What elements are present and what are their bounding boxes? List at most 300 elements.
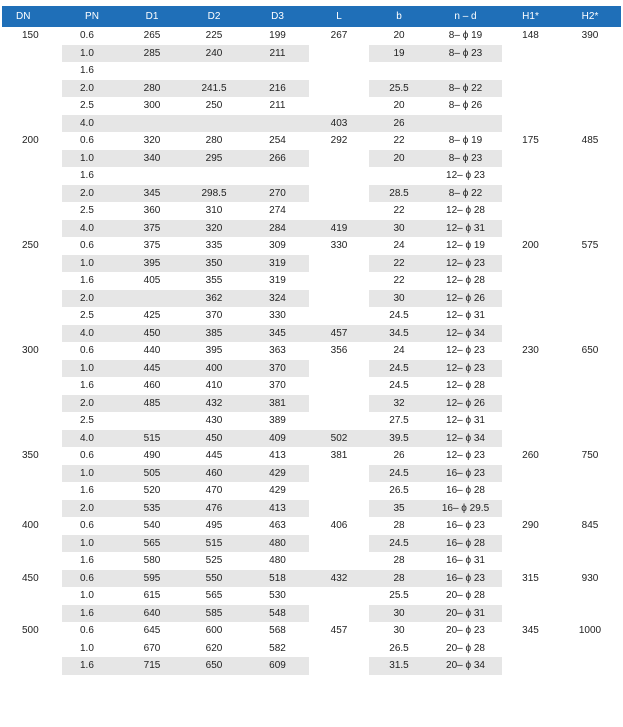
table-row xyxy=(2,272,621,290)
cell-n-d: 12– ϕ 31 xyxy=(446,310,485,322)
cell-d2: 430 xyxy=(205,415,223,427)
cell-dn xyxy=(2,377,62,395)
table-row xyxy=(2,552,621,570)
cell-d3: 518 xyxy=(246,570,309,588)
cell-d2: 295 xyxy=(182,150,246,168)
cell-h2 xyxy=(559,62,621,80)
cell-h1: 260 xyxy=(502,447,559,465)
cell-d2: 385 xyxy=(182,325,246,343)
cell-d1: 565 xyxy=(122,535,182,553)
cell-dn xyxy=(2,605,62,623)
cell-d3 xyxy=(246,167,309,185)
cell-h2 xyxy=(559,465,621,483)
table-row xyxy=(2,325,621,343)
cell-d1: 580 xyxy=(143,555,161,567)
cell-l: 432 xyxy=(309,570,369,588)
cell-pn: 2.0 xyxy=(62,290,122,308)
cell-pn: 1.0 xyxy=(62,150,122,168)
cell-dn: 450 xyxy=(2,570,62,588)
table-row xyxy=(2,605,621,623)
cell-h1 xyxy=(502,62,559,80)
cell-d3: 381 xyxy=(246,395,309,413)
cell-pn: 1.0 xyxy=(62,255,122,273)
cell-b: 24.5 xyxy=(369,360,429,378)
table-header xyxy=(2,6,621,27)
cell-b: 20 xyxy=(393,100,405,112)
cell-d1: 395 xyxy=(122,255,182,273)
cell-n-d: 16– ϕ 23 xyxy=(446,520,485,532)
table-row xyxy=(2,255,621,273)
cell-d2: 240 xyxy=(182,45,246,63)
table-row xyxy=(2,500,621,518)
cell-d1: 595 xyxy=(122,570,182,588)
cell-dn: 350 xyxy=(2,447,62,465)
cell-b: 34.5 xyxy=(369,325,429,343)
cell-h2 xyxy=(559,307,621,325)
cell-dn xyxy=(2,115,62,133)
table-row xyxy=(2,482,621,500)
cell-n-d: 8– ϕ 19 xyxy=(448,30,483,42)
cell-n-d: 8– ϕ 22 xyxy=(429,185,502,203)
cell-pn: 1.0 xyxy=(62,360,122,378)
cell-n-d: 16– ϕ 31 xyxy=(446,555,485,567)
cell-d1: 320 xyxy=(143,135,161,147)
cell-l xyxy=(309,290,369,308)
cell-d3: 480 xyxy=(246,535,309,553)
cell-b: 26.5 xyxy=(389,642,409,654)
cell-pn: 0.6 xyxy=(62,570,122,588)
cell-d1: 375 xyxy=(122,220,182,238)
cell-h1 xyxy=(502,202,559,220)
cell-b xyxy=(369,167,429,185)
table-row xyxy=(2,465,621,483)
cell-dn: 200 xyxy=(2,132,62,150)
cell-d2: 320 xyxy=(182,220,246,238)
cell-d2: 585 xyxy=(182,605,246,623)
cell-l xyxy=(309,62,369,80)
cell-b: 39.5 xyxy=(369,430,429,448)
header-b: b xyxy=(369,6,429,27)
cell-d3 xyxy=(246,115,309,133)
cell-n-d: 12– ϕ 23 xyxy=(429,255,502,273)
cell-b: 20 xyxy=(393,30,405,42)
cell-d2: 525 xyxy=(205,555,223,567)
cell-d2: 362 xyxy=(182,290,246,308)
cell-l: 267 xyxy=(309,27,369,45)
cell-h1 xyxy=(502,360,559,378)
table-body xyxy=(2,27,621,675)
cell-l xyxy=(309,657,369,675)
header-h2: H2* xyxy=(559,6,621,27)
cell-dn xyxy=(2,395,62,413)
cell-pn: 1.6 xyxy=(80,555,94,567)
cell-b: 30 xyxy=(369,605,429,623)
cell-dn xyxy=(2,500,62,518)
table-row xyxy=(2,132,621,150)
cell-d2: 620 xyxy=(205,642,223,654)
cell-n-d: 8– ϕ 22 xyxy=(429,80,502,98)
cell-l xyxy=(309,255,369,273)
cell-d1: 280 xyxy=(122,80,182,98)
cell-l xyxy=(309,167,369,185)
cell-d3: 345 xyxy=(246,325,309,343)
cell-pn: 0.6 xyxy=(80,135,94,147)
cell-h1 xyxy=(502,45,559,63)
cell-dn xyxy=(2,97,62,115)
cell-b: 24.5 xyxy=(389,310,409,322)
cell-h1 xyxy=(502,167,559,185)
cell-n-d: 20– ϕ 28 xyxy=(446,642,485,654)
cell-d2: 460 xyxy=(182,465,246,483)
header-dn: DN xyxy=(2,6,62,27)
cell-d3: 211 xyxy=(269,100,286,112)
cell-pn: 1.6 xyxy=(80,380,94,392)
cell-d1: 515 xyxy=(122,430,182,448)
cell-n-d: 12– ϕ 31 xyxy=(429,220,502,238)
cell-d3: 568 xyxy=(269,625,286,637)
cell-d2: 550 xyxy=(182,570,246,588)
cell-d2: 515 xyxy=(182,535,246,553)
cell-dn xyxy=(2,220,62,238)
cell-pn: 1.6 xyxy=(80,170,94,182)
table-row xyxy=(2,412,621,430)
cell-pn: 4.0 xyxy=(62,115,122,133)
cell-h2: 750 xyxy=(559,447,621,465)
cell-h1 xyxy=(502,465,559,483)
table-row xyxy=(2,150,621,168)
cell-pn: 1.0 xyxy=(80,642,94,654)
cell-l: 419 xyxy=(309,220,369,238)
cell-h1 xyxy=(502,272,559,290)
cell-pn: 0.6 xyxy=(80,520,94,532)
cell-d2: 650 xyxy=(182,657,246,675)
cell-d1: 535 xyxy=(122,500,182,518)
cell-dn: 300 xyxy=(2,342,62,360)
cell-h1 xyxy=(502,115,559,133)
cell-h1 xyxy=(502,430,559,448)
cell-d1: 265 xyxy=(143,30,161,42)
cell-l: 403 xyxy=(309,115,369,133)
cell-h1 xyxy=(502,220,559,238)
cell-d1: 405 xyxy=(143,275,161,287)
table-row xyxy=(2,640,621,658)
cell-h1 xyxy=(502,552,559,570)
cell-h2 xyxy=(559,377,621,395)
cell-b: 30 xyxy=(393,625,405,637)
table-row xyxy=(2,202,621,220)
cell-n-d: 12– ϕ 26 xyxy=(429,290,502,308)
cell-d3: 409 xyxy=(246,430,309,448)
header-d1: D1 xyxy=(122,6,182,27)
cell-h1 xyxy=(502,500,559,518)
cell-l: 406 xyxy=(309,517,369,535)
cell-d2: 350 xyxy=(182,255,246,273)
cell-l xyxy=(309,307,369,325)
table-row xyxy=(2,395,621,413)
cell-dn xyxy=(2,290,62,308)
cell-h2 xyxy=(559,167,621,185)
cell-dn: 150 xyxy=(2,27,62,45)
table-row xyxy=(2,80,621,98)
cell-d3: 309 xyxy=(269,240,286,252)
table-row xyxy=(2,377,621,395)
cell-l: 292 xyxy=(309,132,369,150)
table-row xyxy=(2,342,621,360)
cell-l xyxy=(309,482,369,500)
header-pn: PN xyxy=(62,6,122,27)
cell-d2: 241.5 xyxy=(182,80,246,98)
cell-n-d: 8– ϕ 26 xyxy=(448,100,483,112)
flange-dimensions-table xyxy=(2,6,621,675)
cell-pn: 1.0 xyxy=(62,535,122,553)
table-row xyxy=(2,220,621,238)
cell-dn xyxy=(2,202,62,220)
cell-b: 28 xyxy=(393,555,405,567)
cell-d1: 450 xyxy=(122,325,182,343)
cell-d2: 310 xyxy=(205,205,223,217)
cell-h2 xyxy=(559,115,621,133)
cell-d3: 389 xyxy=(269,415,286,427)
cell-l: 457 xyxy=(309,622,369,640)
cell-h2 xyxy=(559,272,621,290)
cell-pn: 2.0 xyxy=(62,185,122,203)
cell-d1: 345 xyxy=(122,185,182,203)
cell-h1 xyxy=(502,395,559,413)
cell-b: 24 xyxy=(393,240,405,252)
cell-b: 20 xyxy=(369,150,429,168)
cell-h1: 345 xyxy=(502,622,559,640)
table-row xyxy=(2,115,621,133)
cell-d1 xyxy=(122,62,182,80)
cell-n-d: 12– ϕ 23 xyxy=(429,360,502,378)
cell-dn xyxy=(2,360,62,378)
cell-n-d: 8– ϕ 19 xyxy=(448,135,483,147)
cell-dn: 250 xyxy=(2,237,62,255)
cell-d3: 199 xyxy=(269,30,286,42)
cell-pn: 2.5 xyxy=(80,415,94,427)
cell-dn xyxy=(2,482,62,500)
cell-d1: 360 xyxy=(143,205,161,217)
cell-n-d: 12– ϕ 28 xyxy=(446,205,485,217)
cell-b: 24.5 xyxy=(369,465,429,483)
cell-h1 xyxy=(502,605,559,623)
cell-d1 xyxy=(122,412,182,430)
table-row xyxy=(2,290,621,308)
cell-n-d: 12– ϕ 34 xyxy=(429,430,502,448)
cell-pn: 1.6 xyxy=(80,485,94,497)
cell-n-d: 12– ϕ 23 xyxy=(446,170,485,182)
cell-d3: 530 xyxy=(269,590,286,602)
cell-pn: 2.5 xyxy=(80,205,94,217)
cell-d1: 485 xyxy=(122,395,182,413)
cell-h1 xyxy=(502,535,559,553)
cell-d1 xyxy=(122,167,182,185)
cell-pn: 4.0 xyxy=(62,325,122,343)
cell-h2 xyxy=(559,535,621,553)
cell-d1: 340 xyxy=(122,150,182,168)
cell-dn xyxy=(2,325,62,343)
cell-l xyxy=(309,185,369,203)
cell-d2: 445 xyxy=(205,450,223,462)
cell-d3: 330 xyxy=(269,310,286,322)
cell-d2: 355 xyxy=(205,275,223,287)
cell-d1: 645 xyxy=(143,625,161,637)
cell-d2: 450 xyxy=(182,430,246,448)
cell-dn xyxy=(2,412,62,430)
cell-d3: 548 xyxy=(246,605,309,623)
cell-h1: 200 xyxy=(502,237,559,255)
cell-dn xyxy=(2,62,62,80)
cell-h2 xyxy=(559,500,621,518)
cell-h1 xyxy=(502,657,559,675)
cell-pn: 0.6 xyxy=(80,450,94,462)
cell-d1: 615 xyxy=(143,590,161,602)
cell-d1: 490 xyxy=(143,450,161,462)
table-row xyxy=(2,62,621,80)
cell-h2: 930 xyxy=(559,570,621,588)
cell-d2: 600 xyxy=(205,625,223,637)
cell-h1 xyxy=(502,150,559,168)
header-n-d: n – d xyxy=(429,6,502,27)
cell-b: 30 xyxy=(369,290,429,308)
cell-dn xyxy=(2,657,62,675)
cell-n-d: 16– ϕ 23 xyxy=(429,570,502,588)
cell-d1: 425 xyxy=(143,310,161,322)
cell-h2 xyxy=(559,255,621,273)
cell-d1: 460 xyxy=(143,380,161,392)
cell-h1 xyxy=(502,290,559,308)
cell-d3: 429 xyxy=(269,485,286,497)
cell-dn xyxy=(2,307,62,325)
cell-h1 xyxy=(502,587,559,605)
cell-h2 xyxy=(559,80,621,98)
cell-b: 22 xyxy=(393,205,405,217)
cell-d3: 270 xyxy=(246,185,309,203)
cell-l xyxy=(309,395,369,413)
cell-b: 31.5 xyxy=(369,657,429,675)
cell-b: 26.5 xyxy=(389,485,409,497)
cell-d3: 324 xyxy=(246,290,309,308)
cell-h1 xyxy=(502,307,559,325)
cell-l xyxy=(309,272,369,290)
cell-d1: 440 xyxy=(143,345,161,357)
cell-pn: 2.5 xyxy=(80,310,94,322)
cell-dn xyxy=(2,535,62,553)
cell-dn xyxy=(2,80,62,98)
table-row xyxy=(2,430,621,448)
cell-d2: 400 xyxy=(182,360,246,378)
cell-b: 25.5 xyxy=(389,590,409,602)
cell-h1: 315 xyxy=(502,570,559,588)
table-row xyxy=(2,97,621,115)
cell-h2 xyxy=(559,202,621,220)
cell-d3: 284 xyxy=(246,220,309,238)
cell-d3: 609 xyxy=(246,657,309,675)
cell-h2: 1000 xyxy=(559,622,621,640)
cell-n-d: 8– ϕ 23 xyxy=(429,150,502,168)
cell-h2 xyxy=(559,552,621,570)
cell-l: 502 xyxy=(309,430,369,448)
cell-d1: 375 xyxy=(143,240,161,252)
cell-d3: 319 xyxy=(269,275,286,287)
cell-h2 xyxy=(559,412,621,430)
cell-h1: 148 xyxy=(502,27,559,45)
table-row xyxy=(2,447,621,465)
cell-d2: 432 xyxy=(182,395,246,413)
cell-n-d: 20– ϕ 34 xyxy=(429,657,502,675)
cell-l xyxy=(309,535,369,553)
table-row xyxy=(2,27,621,45)
cell-h2 xyxy=(559,45,621,63)
cell-dn xyxy=(2,255,62,273)
cell-n-d: 20– ϕ 28 xyxy=(446,590,485,602)
cell-d3: 429 xyxy=(246,465,309,483)
cell-d3: 582 xyxy=(269,642,286,654)
table-row xyxy=(2,622,621,640)
cell-pn: 1.6 xyxy=(80,275,94,287)
cell-d1: 300 xyxy=(143,100,161,112)
cell-dn: 500 xyxy=(2,622,62,640)
cell-l xyxy=(309,465,369,483)
cell-d1: 285 xyxy=(122,45,182,63)
cell-h1 xyxy=(502,97,559,115)
cell-h2 xyxy=(559,185,621,203)
cell-n-d: 16– ϕ 28 xyxy=(446,485,485,497)
header-d3: D3 xyxy=(246,6,309,27)
cell-l xyxy=(309,97,369,115)
cell-h1 xyxy=(502,640,559,658)
cell-d1 xyxy=(122,115,182,133)
cell-h1 xyxy=(502,80,559,98)
cell-h2: 485 xyxy=(559,132,621,150)
table-row xyxy=(2,167,621,185)
cell-h2 xyxy=(559,325,621,343)
cell-l xyxy=(309,605,369,623)
cell-dn xyxy=(2,430,62,448)
cell-b: 26 xyxy=(369,115,429,133)
page xyxy=(0,6,623,727)
cell-pn: 1.0 xyxy=(80,590,94,602)
cell-h2: 575 xyxy=(559,237,621,255)
cell-d3: 254 xyxy=(269,135,286,147)
cell-dn xyxy=(2,185,62,203)
cell-l: 457 xyxy=(309,325,369,343)
cell-l xyxy=(309,640,369,658)
cell-b: 28 xyxy=(393,520,405,532)
cell-h1: 290 xyxy=(502,517,559,535)
cell-n-d: 12– ϕ 23 xyxy=(446,450,485,462)
cell-d2: 476 xyxy=(182,500,246,518)
cell-b: 22 xyxy=(369,255,429,273)
cell-l xyxy=(309,202,369,220)
header-d2: D2 xyxy=(182,6,246,27)
cell-h2 xyxy=(559,640,621,658)
cell-pn: 1.6 xyxy=(62,605,122,623)
cell-pn: 0.6 xyxy=(80,625,94,637)
cell-n-d: 16– ϕ 23 xyxy=(429,465,502,483)
cell-d3: 216 xyxy=(246,80,309,98)
table-row xyxy=(2,535,621,553)
cell-pn: 1.0 xyxy=(62,45,122,63)
cell-pn: 4.0 xyxy=(62,430,122,448)
cell-d3: 413 xyxy=(269,450,286,462)
cell-h1 xyxy=(502,255,559,273)
cell-b: 22 xyxy=(393,275,405,287)
cell-d3: 266 xyxy=(246,150,309,168)
header-l: L xyxy=(309,6,369,27)
cell-b: 22 xyxy=(393,135,405,147)
cell-b: 19 xyxy=(369,45,429,63)
